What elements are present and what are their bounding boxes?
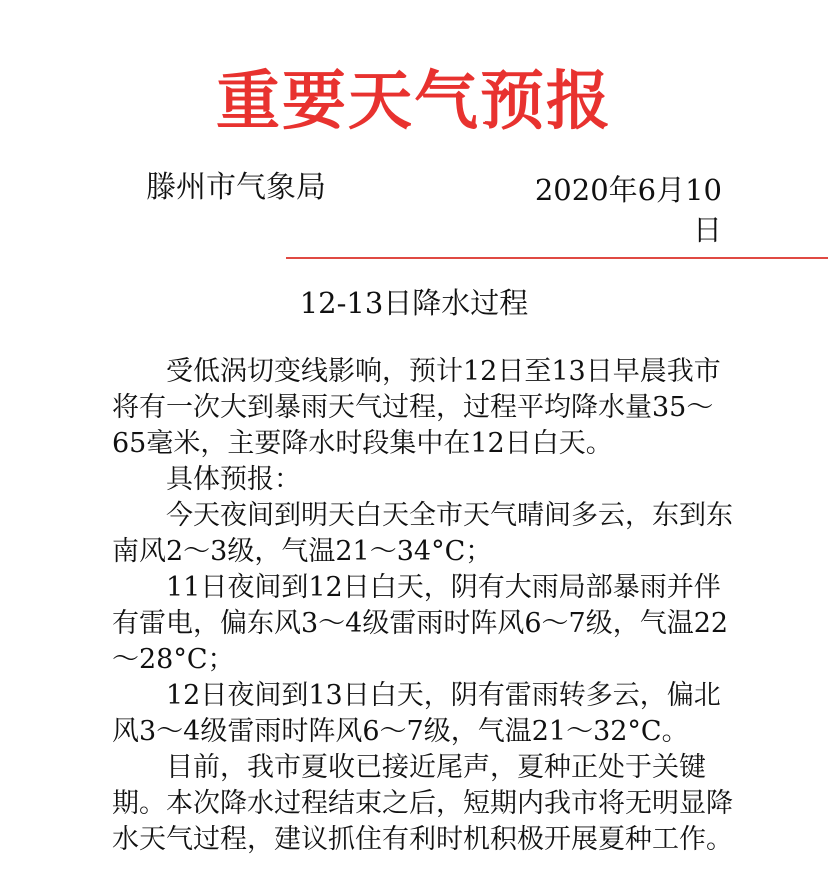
- issuer-name: 滕州市气象局: [146, 170, 326, 205]
- paragraph-forecast-12th: 12日夜间到13日白天，阴有雷雨转多云，偏北风3～4级雷雨时阵风6～7级，气温21～32°C。: [112, 680, 721, 747]
- header-divider: [286, 257, 828, 259]
- forecast-body: [112, 354, 737, 858]
- paragraph-advice: 目前，我市夏收已接近尾声，夏种正处于关键期。本次降水过程结束之后，短期内我市将无明显降水天气过程，建议抓住有利时机积极开展夏种工作。: [112, 752, 733, 855]
- forecast-subtitle: 12-13日降水过程: [299, 286, 529, 320]
- paragraph-forecast-today: 今天夜间到明天白天全市天气晴间多云，东到东南风2～3级，气温21～34°C；: [112, 500, 733, 567]
- paragraph-heading: 具体预报：: [166, 464, 301, 495]
- paragraph-forecast-11th: 11日夜间到12日白天，阴有大雨局部暴雨并伴有雷电，偏东风3～4级雷雨时阵风6～7级，气温22～28°C；: [112, 572, 729, 675]
- document-title: 重要天气预报: [216, 65, 612, 139]
- issue-date: 2020年6月10日: [534, 173, 722, 247]
- paragraph-summary: 受低涡切变线影响，预计12日至13日早晨我市将有一次大到暴雨天气过程，过程平均降水量35～65毫米，主要降水时段集中在12日白天。: [112, 356, 721, 459]
